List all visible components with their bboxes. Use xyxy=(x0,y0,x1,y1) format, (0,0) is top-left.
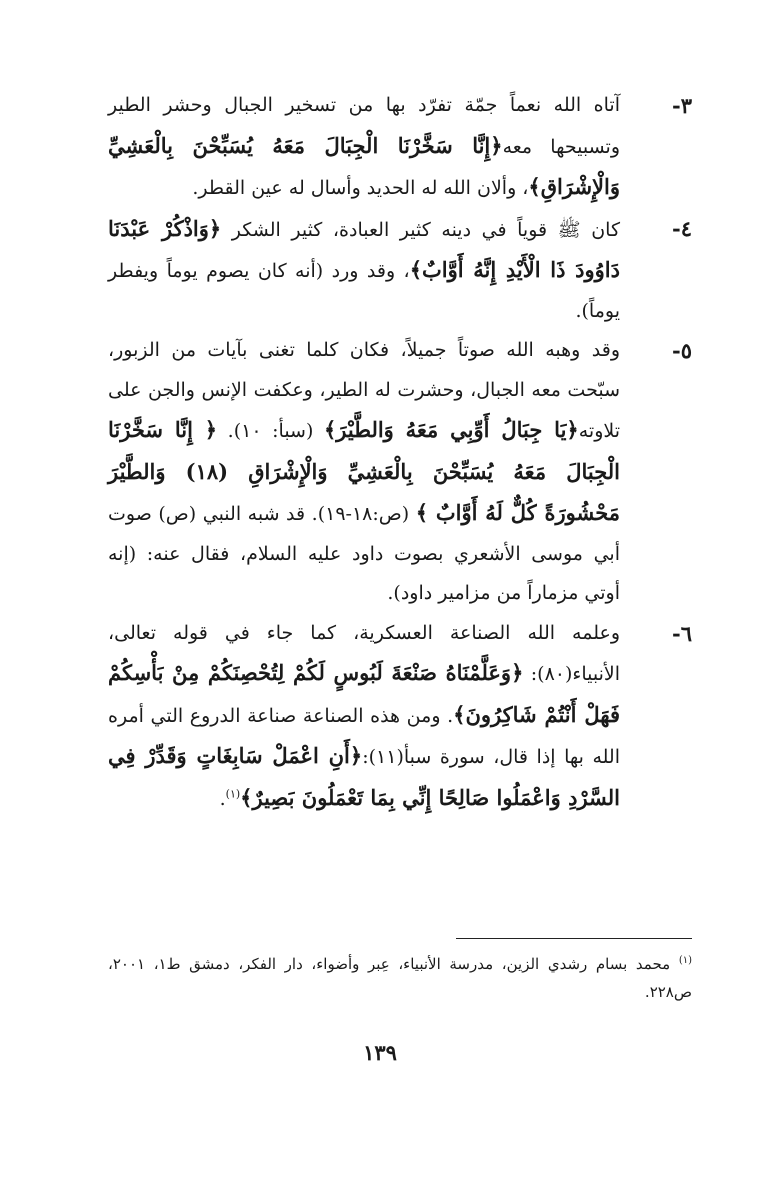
body-text: آتاه الله نعماً جمّة تفرّد بها من تسخير الجبال وحشر الطير وتسبيحها معه xyxy=(108,94,620,158)
body-text: ، وألان الله له الحديد وأسال له عين القطر. xyxy=(192,177,529,199)
list-item-4 xyxy=(108,209,692,332)
footnote-reference[interactable]: (١) xyxy=(225,787,241,801)
quran-verse: ﴿وَاذْكُرْ عَبْدَنَا دَاوُودَ ذَا الْأَيْدِ إِنَّهُ أَوَّابٌ﴾ xyxy=(108,215,620,282)
list-item-6 xyxy=(108,614,692,820)
verse-reference: (سبأ: ١٠). xyxy=(217,420,324,442)
footnote-marker: (١) xyxy=(678,955,692,966)
page-number: ١٣٩ xyxy=(363,1040,397,1065)
body-text: . xyxy=(219,787,226,810)
numbered-list xyxy=(108,86,692,819)
quran-verse: ﴿وَعَلَّمْنَاهُ صَنْعَةَ لَبُوسٍ لَكُمْ لِتُحْصِنَكُمْ مِنْ بَأْسِكُمْ فَهَلْ أَنْتُمْ شَاكِرُونَ﴾ xyxy=(108,660,620,727)
item-number: ٤- xyxy=(672,215,692,241)
quran-verse: ﴿ إِنَّا سَخَّرْنَا الْجِبَالَ مَعَهُ يُسَبِّحْنَ بِالْعَشِيِّ وَالْإِشْرَاقِ (١٨) وَالطَّيْرَ مَحْشُورَةً كُلٌّ لَهُ أَوَّابٌ ﴾ xyxy=(108,417,621,525)
quran-verse: ﴿يَا جِبَالُ أَوِّبِي مَعَهُ وَالطَّيْرَ﴾ xyxy=(323,417,579,442)
body-text: ، وقد ورد (أنه كان يصوم يوماً ويفطر يوماً). xyxy=(108,260,620,322)
body-text: وعلمه الله الصناعة العسكرية، كما جاء في قوله تعالى، الأنبياء(٨٠): xyxy=(108,621,620,685)
footnote-separator xyxy=(456,938,692,939)
body-text: . ومن هذه الصناعة صناعة الدروع التي أمره الله بها إذا قال، سورة سبأ(١١): xyxy=(108,704,620,768)
footnote xyxy=(108,950,692,1006)
list-item-3 xyxy=(108,86,692,209)
list-item-5 xyxy=(108,331,692,614)
footnote-text: محمد بسام رشدي الزين، مدرسة الأنبياء، عِبر وأضواء، دار الفكر، دمشق ط١، ٢٠٠١، ص٢٢٨. xyxy=(108,955,692,1001)
item-number: ٥- xyxy=(672,338,692,363)
quran-verse: ﴿إِنَّا سَخَّرْنَا الْجِبَالَ مَعَهُ يُسَبِّحْنَ بِالْعَشِيِّ وَالْإِشْرَاقِ﴾ xyxy=(108,132,620,199)
body-text: (ص:١٨-١٩). قد شبه النبي (ص) صوت أبي موسى الأشعري بصوت داود عليه السلام، فقال عنه: (إنه أوتي مزماراً من مزامير داود). xyxy=(108,503,620,604)
item-number: ٦- xyxy=(672,620,692,646)
body-text: كان ﷺ قوياً في دينه كثير العبادة، كثير الشكر xyxy=(221,218,620,241)
quran-verse: ﴿أَنِ اعْمَلْ سَابِغَاتٍ وَقَدِّرْ فِي السَّرْدِ وَاعْمَلُوا صَالِحًا إِنِّي بِمَا تَعْمَلُونَ بَصِيرٌ﴾ xyxy=(108,743,620,810)
body-text: وقد وهبه الله صوتاً جميلاً، فكان كلما تغنى بآيات من الزبور، سبّحت معه الجبال، وحشرت له الطير، وعكفت الإنس والجن على تلاوته xyxy=(108,339,620,442)
item-number: ٣- xyxy=(672,93,692,118)
